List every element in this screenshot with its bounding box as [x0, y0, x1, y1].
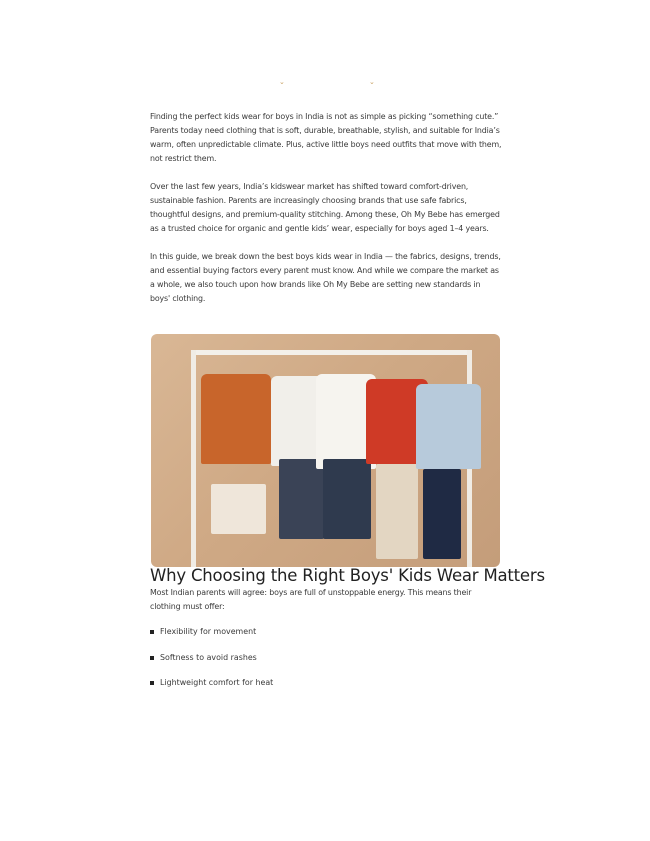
chevron-down-icon[interactable]: ⌄ [279, 78, 285, 86]
bullet-icon [150, 681, 154, 685]
boys-clothing-rack-image [151, 334, 500, 567]
intro-paragraph: In this guide, we break down the best boys kids wear in India — the fabrics, designs, trends, and essential buying factors every parent must know. And while we compare the market as a whole, we also touch upon how brands like Oh My Bebe are setting new standards in boys' clothing. [150, 252, 501, 303]
benefits-list [150, 627, 273, 704]
list-item: Lightweight comfort for heat [150, 678, 273, 704]
intro-paragraph: Finding the perfect kids wear for boys in India is not as simple as picking “something cute.” Parents today need clothing that is soft, durable, breathable, stylish, and suitable for India’s warm, often unpredictable climate. Plus, active little boys need outfits that move with them, not restrict them. [150, 112, 502, 163]
bullet-icon [150, 630, 154, 634]
bullet-icon [150, 656, 154, 660]
section-body: Most Indian parents will agree: boys are full of unstoppable energy. This means their clothing must offer: [150, 588, 472, 611]
section-heading: Why Choosing the Right Boys' Kids Wear Matters [150, 566, 545, 585]
chevron-down-icon[interactable]: ⌄ [369, 78, 375, 86]
list-item: Flexibility for movement [150, 627, 273, 653]
list-item: Softness to avoid rashes [150, 653, 273, 679]
intro-paragraph: Over the last few years, India’s kidswear market has shifted toward comfort-driven, sustainable fashion. Parents are increasingly choosing brands that use safe fabrics, thoughtful designs, and premium-quality stitching. Among these, Oh My Bebe has emerged as a trusted choice for organic and gentle kids’ wear, especially for boys aged 1–4 years. [150, 182, 500, 233]
intro [150, 110, 502, 320]
